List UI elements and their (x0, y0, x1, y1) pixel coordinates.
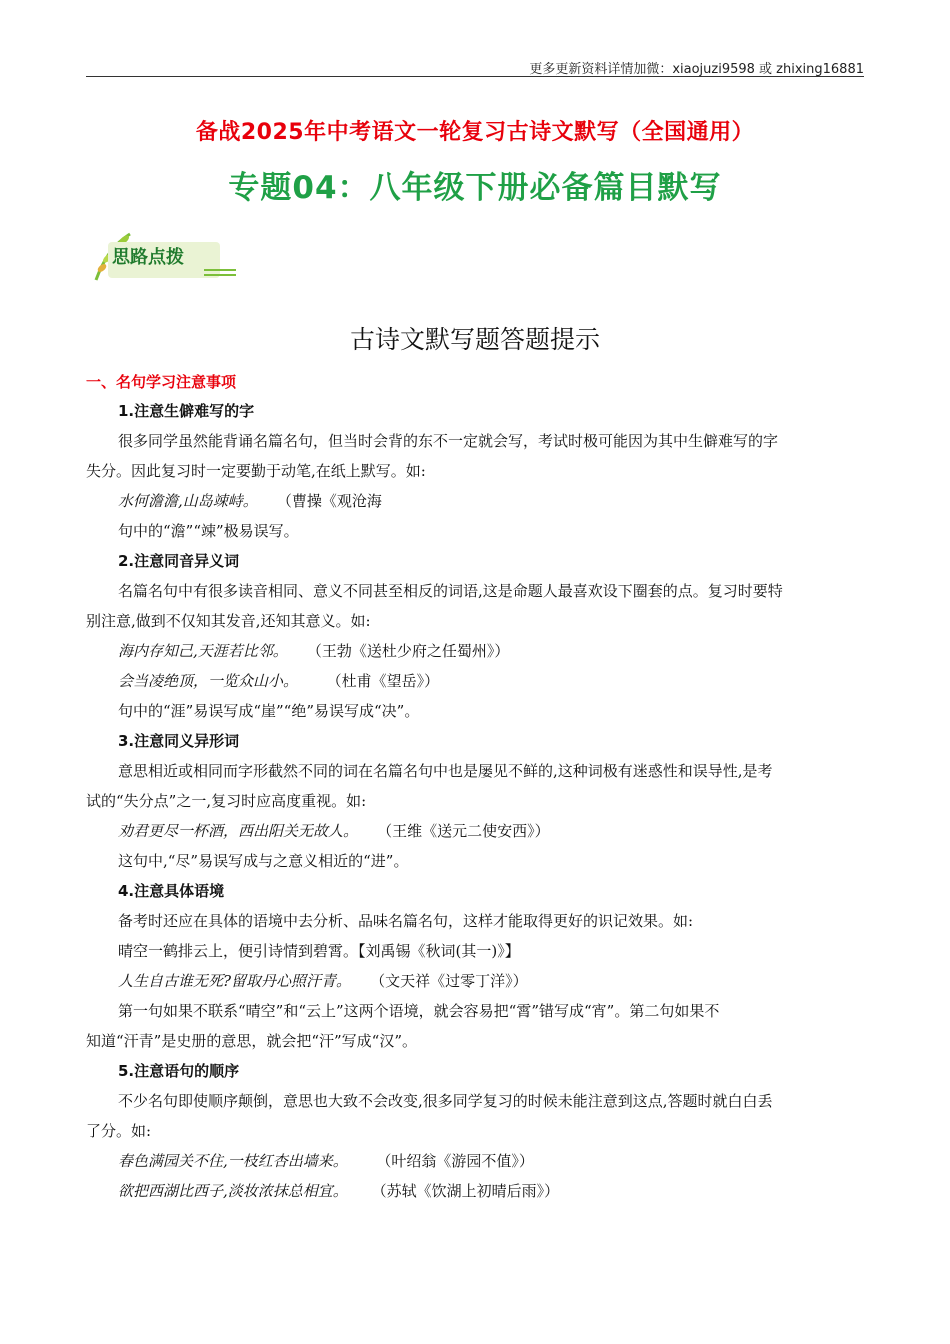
paragraph: 句中的“涯”易误写成“崖”“绝”易误写成“决”。 (118, 702, 420, 720)
quote-text: 春色满园关不住,一枝红杏出墙来。 (118, 1152, 348, 1170)
quote-source: （叶绍翁《游园不值》） (376, 1152, 534, 1170)
quote-line: 晴空一鹤排云上，便引诗情到碧霄。【刘禹锡《秋词(其一)》】 (118, 942, 520, 960)
header-contact-note: 更多更新资料详情加微：xiaojuzi9598 或 zhixing16881 (529, 62, 864, 77)
paragraph: 知道“汗青”是史册的意思，就会把“汗”写成“汉”。 (86, 1032, 418, 1050)
quote-source: （王勃《送杜少府之任蜀州》） (306, 642, 510, 660)
point-title: 1.注意生僻难写的字 (118, 402, 255, 420)
quote-text: 水何澹澹,山岛竦峙。 (118, 492, 258, 510)
quote-text: 海内存知己,天涯若比邻。 (118, 642, 288, 660)
paragraph: 别注意,做到不仅知其发音,还知其意义。如: (86, 612, 371, 630)
quote-text: 人生自古谁无死?留取丹心照汗青。 (118, 972, 352, 990)
quote-line (86, 666, 864, 696)
quote-line (86, 966, 864, 996)
document-title: 备战2025年中考语文一轮复习古诗文默写（全国通用） (195, 120, 755, 145)
quote-line (86, 486, 864, 516)
paragraph: 句中的“澹”“竦”极易误写。 (118, 522, 299, 540)
paragraph: 意思相近或相同而字形截然不同的词在名篇名句中也是屡见不鲜的,这种词极有迷惑性和误导性,是考 (118, 762, 773, 780)
content-body (86, 368, 864, 1206)
paragraph: 失分。因此复习时一定要勤于动笔,在纸上默写。如: (86, 462, 426, 480)
quote-text: 会当凌绝顶，一览众山小。 (118, 672, 299, 690)
header-divider (86, 76, 864, 77)
quote-line (86, 1146, 864, 1176)
section-badge (86, 228, 240, 284)
paragraph: 很多同学虽然能背诵名篇名句，但当时会背的东不一定就会写，考试时极可能因为其中生僻难写的字 (118, 432, 779, 450)
paragraph: 名篇名句中有很多读音相同、意义不同甚至相反的词语,这是命题人最喜欢设下圈套的点。复习时要特 (118, 582, 783, 600)
quote-source: （王维《送元二使安西》） (377, 822, 550, 840)
quote-source: （苏轼《饮湖上初晴后雨》） (371, 1182, 560, 1200)
point-title: 2.注意同音异义词 (118, 552, 240, 570)
quote-source: （曹操《观沧海 (276, 492, 382, 510)
quote-text: 欲把西湖比西子,淡妆浓抹总相宜。 (118, 1182, 348, 1200)
point-title: 5.注意语句的顺序 (118, 1062, 240, 1080)
paragraph: 了分。如: (86, 1122, 152, 1140)
badge-label: 思路点拨 (112, 247, 184, 268)
paragraph: 第一句如果不联系“晴空”和“云上”这两个语境，就会容易把“霄”错写成“宵”。第二句如果不 (118, 1002, 720, 1020)
paragraph: 不少名句即使顺序颠倒，意思也大致不会改变,很多同学复习的时候未能注意到这点,答题时就白白丢 (118, 1092, 773, 1110)
paragraph: 这句中,“尽”易误写成与之意义相近的“进”。 (118, 852, 409, 870)
quote-line (86, 1176, 864, 1206)
quote-line (86, 816, 864, 846)
section-title: 古诗文默写题答题提示 (349, 325, 600, 354)
paragraph: 备考时还应在具体的语境中去分析、品味名篇名句，这样才能取得更好的识记效果。如: (118, 912, 694, 930)
quote-source: （杜甫《望岳》） (326, 672, 440, 690)
section-heading: 一、名句学习注意事项 (86, 373, 237, 391)
point-title: 4.注意具体语境 (118, 882, 225, 900)
point-title: 3.注意同义异形词 (118, 732, 240, 750)
quote-source: （文天祥《过零丁洋》） (370, 972, 528, 990)
paragraph: 试的“失分点”之一,复习时应高度重视。如: (86, 792, 367, 810)
quote-text: 劝君更尽一杯酒，西出阳关无故人。 (118, 822, 359, 840)
quote-line (86, 636, 864, 666)
document-subtitle: 专题04：八年级下册必备篇目默写 (228, 170, 722, 206)
